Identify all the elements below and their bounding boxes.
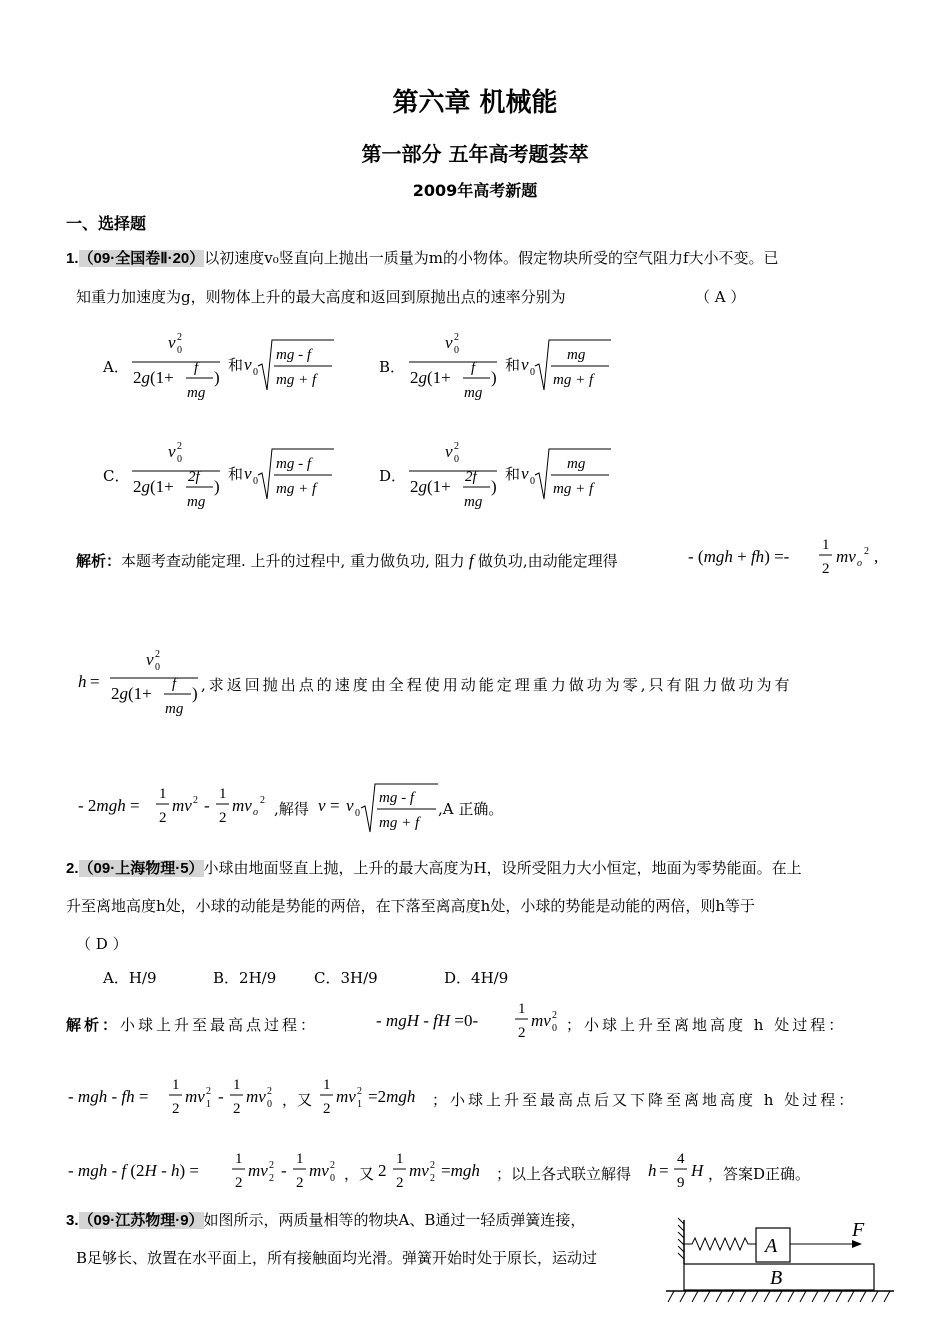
q3-source-tag: （09·江苏物理·9） bbox=[78, 1212, 204, 1229]
svg-text:2g(1+: 2g(1+ bbox=[410, 477, 451, 496]
q1-option-d-formula bbox=[405, 435, 615, 515]
q1-option-b-frac-num: f bbox=[471, 360, 476, 376]
q3-text-1: 如图所示，两质量相等的物块A、B通过一轻质弹簧连接， bbox=[203, 1211, 586, 1229]
svg-text:v: v bbox=[318, 796, 326, 815]
svg-text:2: 2 bbox=[177, 441, 182, 452]
q2-option-c: C．3H/9 bbox=[314, 969, 378, 987]
svg-text:h: h bbox=[648, 1161, 657, 1180]
svg-text:0: 0 bbox=[552, 1023, 557, 1034]
q1-text-2: 知重力加速度为g，则物体上升的最大高度和返回到原抛出点的速率分别为 bbox=[76, 288, 566, 306]
force-label: F bbox=[852, 1219, 865, 1241]
q1-analysis-text-1b: 做负功,由动能定理得 bbox=[477, 552, 618, 570]
svg-text:4: 4 bbox=[677, 1151, 685, 1167]
svg-text:v: v bbox=[521, 464, 529, 483]
svg-text:=: = bbox=[330, 796, 340, 815]
q2-analysis-line1-a bbox=[66, 1014, 318, 1035]
svg-text:2: 2 bbox=[430, 1160, 435, 1171]
q2-analysis-equation-4 bbox=[66, 1146, 346, 1196]
svg-text:2: 2 bbox=[269, 1160, 274, 1171]
svg-text:h: h bbox=[78, 672, 87, 691]
q2-text-2: 升至离地高度h处，小球的动能是势能的两倍，在下落至离高度h处，小球的势能是动能的两倍，则h等于 bbox=[66, 897, 755, 915]
svg-text:v: v bbox=[146, 650, 154, 669]
q1-line1 bbox=[66, 247, 779, 268]
svg-text:2: 2 bbox=[454, 332, 459, 343]
svg-text:mv: mv bbox=[309, 1161, 329, 1180]
svg-text:0: 0 bbox=[253, 476, 258, 487]
q2-source-tag: （09·上海物理·5） bbox=[78, 860, 204, 877]
svg-text:mg: mg bbox=[165, 701, 184, 717]
q2-analysis-equation-6 bbox=[646, 1146, 716, 1196]
svg-text:2: 2 bbox=[269, 1173, 274, 1184]
svg-text:mg + f: mg + f bbox=[276, 481, 317, 497]
q1-analysis-equation-3 bbox=[76, 780, 286, 830]
svg-text:2: 2 bbox=[357, 1086, 362, 1097]
svg-text:mg: mg bbox=[464, 494, 483, 510]
q1-option-b-letter: B． bbox=[379, 358, 406, 376]
svg-text:mv: mv bbox=[409, 1161, 429, 1180]
svg-text:mv: mv bbox=[531, 1011, 551, 1030]
q3-figure bbox=[660, 1214, 900, 1310]
svg-text:2g(1+: 2g(1+ bbox=[133, 368, 174, 387]
q1-text-1: 以初速度v₀竖直向上抛出一质量为m的小物体。假定物块所受的空气阻力f大小不变。已 bbox=[204, 249, 779, 267]
svg-text:mv: mv bbox=[246, 1087, 266, 1106]
svg-text:H: H bbox=[691, 1161, 704, 1180]
svg-text:0: 0 bbox=[454, 345, 459, 356]
svg-text:): ) bbox=[214, 368, 220, 387]
q1-option-a-formula bbox=[128, 326, 338, 406]
q2-analysis-text-2b: ，又 bbox=[282, 1091, 313, 1109]
q1-analysis-text-1: 本题考查动能定理. 上升的过程中, 重力做负功, 阻力 bbox=[121, 552, 465, 570]
svg-text:2: 2 bbox=[430, 1173, 435, 1184]
svg-text:1: 1 bbox=[159, 786, 167, 802]
svg-text:1: 1 bbox=[518, 1001, 526, 1017]
q3-text-2: B足够长、放置在水平面上，所有接触面均光滑。弹簧开始时处于原长，运动过 bbox=[76, 1249, 598, 1267]
svg-text:v: v bbox=[346, 796, 354, 815]
q1-option-a-root-num: mg - f bbox=[276, 347, 311, 363]
svg-text:): ) bbox=[192, 684, 198, 703]
svg-text:2: 2 bbox=[193, 795, 198, 806]
part-title: 第一部分 五年高考题荟萃 bbox=[361, 142, 589, 166]
q2-line1 bbox=[66, 857, 802, 878]
svg-text:o: o bbox=[857, 558, 862, 569]
q1-analysis-text-2: ,求返回抛出点的速度由全程使用动能定理重力做功为零,只有阻力做功为有 bbox=[201, 676, 793, 694]
q2-analysis-label: 解析： bbox=[66, 1017, 121, 1034]
svg-text:0: 0 bbox=[177, 454, 182, 465]
svg-text:2: 2 bbox=[323, 1101, 331, 1117]
q2-option-d: D．4H/9 bbox=[444, 969, 509, 987]
svg-text:-: - bbox=[204, 796, 210, 815]
svg-text:v: v bbox=[521, 355, 529, 374]
svg-text:- mgH - fH =0-: - mgH - fH =0- bbox=[376, 1011, 479, 1030]
svg-text:): ) bbox=[214, 477, 220, 496]
svg-text:v: v bbox=[244, 355, 252, 374]
svg-text:2: 2 bbox=[233, 1101, 241, 1117]
svg-text:- (mgh + fh) =-: - (mgh + fh) =- bbox=[688, 547, 790, 566]
svg-text:2: 2 bbox=[518, 1025, 526, 1041]
section-heading: 一、选择题 bbox=[66, 214, 147, 233]
svg-text:mg - f: mg - f bbox=[379, 790, 414, 806]
svg-text:2: 2 bbox=[155, 649, 160, 660]
svg-text:v: v bbox=[445, 442, 453, 461]
spring bbox=[684, 1238, 756, 1250]
svg-text:v: v bbox=[445, 333, 453, 352]
svg-text:2: 2 bbox=[330, 1160, 335, 1171]
q1-option-c-formula bbox=[128, 435, 338, 515]
q1-option-c-letter: C． bbox=[103, 467, 130, 485]
svg-text:=mgh: =mgh bbox=[441, 1161, 480, 1180]
svg-text:=: = bbox=[659, 1161, 669, 1180]
q2-analysis-text-1b: ；小球上升至离地高度 h 处过程： bbox=[566, 1016, 847, 1034]
q1-analysis-text-3-end: ,A 正确。 bbox=[438, 800, 504, 818]
svg-text:- 2mgh =: - 2mgh = bbox=[78, 796, 140, 815]
q1-analysis-equation-2 bbox=[76, 645, 206, 725]
svg-text:2: 2 bbox=[235, 1175, 243, 1191]
year-title: 2009年高考新题 bbox=[412, 181, 538, 200]
q1-analysis-equation-1 bbox=[686, 535, 886, 585]
svg-text:2g(1+: 2g(1+ bbox=[133, 477, 174, 496]
svg-text:): ) bbox=[491, 477, 497, 496]
svg-text:f: f bbox=[172, 676, 177, 692]
q1-answer: （ A ） bbox=[695, 288, 746, 306]
svg-text:1: 1 bbox=[396, 1151, 404, 1167]
svg-text:0: 0 bbox=[454, 454, 459, 465]
svg-text:0: 0 bbox=[530, 476, 535, 487]
q1-option-d-letter: D． bbox=[379, 467, 407, 485]
svg-text:=: = bbox=[90, 672, 100, 691]
svg-text:2: 2 bbox=[454, 441, 459, 452]
svg-text:mg + f: mg + f bbox=[553, 372, 594, 388]
q1-analysis-equation-4 bbox=[316, 780, 442, 836]
svg-text:2: 2 bbox=[177, 332, 182, 343]
svg-text:mg + f: mg + f bbox=[379, 815, 420, 831]
q1-option-d-root-num: mg bbox=[567, 456, 586, 472]
svg-text:mg: mg bbox=[187, 385, 206, 401]
svg-text:2g(1+: 2g(1+ bbox=[410, 368, 451, 387]
svg-text:- mgh - f (2H - h) =: - mgh - f (2H - h) = bbox=[68, 1161, 199, 1180]
q1-option-b-and: 和 bbox=[505, 358, 521, 374]
q2-option-b: B．2H/9 bbox=[213, 969, 277, 987]
q1-option-a-letter: A． bbox=[103, 358, 129, 376]
q1-line2 bbox=[76, 286, 566, 307]
q1-number: 1. bbox=[66, 250, 79, 267]
svg-text:mg + f: mg + f bbox=[553, 481, 594, 497]
svg-text:1: 1 bbox=[235, 1151, 243, 1167]
svg-text:2: 2 bbox=[206, 1086, 211, 1097]
chapter-title: 第六章 机械能 bbox=[392, 88, 558, 118]
svg-text:mv: mv bbox=[248, 1161, 268, 1180]
q2-analysis-text-3b: ，又 bbox=[344, 1165, 375, 1183]
q2-text-1: 小球由地面竖直上抛，上升的最大高度为H，设所受阻力大小恒定，地面为零势能面。在上 bbox=[203, 859, 802, 877]
svg-text:9: 9 bbox=[677, 1175, 685, 1191]
q1-option-a-frac-num: f bbox=[194, 360, 199, 376]
q1-option-b-root-num: mg bbox=[567, 347, 586, 363]
svg-text:2: 2 bbox=[378, 1161, 387, 1180]
svg-text:0: 0 bbox=[267, 1099, 272, 1110]
svg-text:v: v bbox=[168, 442, 176, 461]
q1-option-a-and: 和 bbox=[228, 358, 244, 374]
svg-text:2: 2 bbox=[172, 1101, 180, 1117]
q1-option-c-frac-num: 2f bbox=[188, 469, 200, 485]
svg-text:1: 1 bbox=[219, 786, 227, 802]
svg-text:v: v bbox=[244, 464, 252, 483]
svg-text:0: 0 bbox=[330, 1173, 335, 1184]
q1-option-d-and: 和 bbox=[505, 467, 521, 483]
q2-answer: （ D ） bbox=[76, 935, 128, 953]
q1-analysis-line1: 解析：本题考查动能定理. 上升的过程中, 重力做负功, 阻力 f 做负功,由动能定理得 bbox=[76, 551, 618, 570]
svg-text:2: 2 bbox=[219, 810, 227, 826]
svg-text:mv: mv bbox=[172, 796, 192, 815]
svg-text:2: 2 bbox=[822, 561, 830, 577]
svg-text:1: 1 bbox=[172, 1077, 180, 1093]
svg-text:1: 1 bbox=[822, 537, 830, 553]
q1-analysis-label: 解析： bbox=[76, 553, 122, 570]
svg-text:o: o bbox=[253, 807, 258, 818]
svg-text:v: v bbox=[168, 333, 176, 352]
q1-option-d-frac-num: 2f bbox=[465, 469, 477, 485]
svg-text:mg: mg bbox=[464, 385, 483, 401]
svg-text:=2mgh: =2mgh bbox=[368, 1087, 416, 1106]
q1-analysis-text-3-mid: ,解得 bbox=[274, 800, 309, 818]
svg-text:,: , bbox=[874, 547, 879, 566]
svg-text:2: 2 bbox=[396, 1175, 404, 1191]
q1-option-b-formula bbox=[405, 326, 615, 406]
svg-text:mg: mg bbox=[187, 494, 206, 510]
svg-text:2: 2 bbox=[260, 795, 265, 806]
svg-text:0: 0 bbox=[155, 662, 160, 673]
svg-text:1: 1 bbox=[206, 1099, 211, 1110]
q2-analysis-equation-2 bbox=[66, 1072, 296, 1122]
svg-text:1: 1 bbox=[323, 1077, 331, 1093]
svg-text:- mgh - fh =: - mgh - fh = bbox=[68, 1087, 149, 1106]
svg-text:mg + f: mg + f bbox=[276, 372, 317, 388]
svg-text:2: 2 bbox=[267, 1086, 272, 1097]
svg-text:mv: mv bbox=[185, 1087, 205, 1106]
q1-option-c-root-num: mg - f bbox=[276, 456, 311, 472]
block-b-label: B bbox=[770, 1267, 783, 1289]
svg-text:1: 1 bbox=[357, 1099, 362, 1110]
q1-source-tag: （09·全国卷Ⅱ·20） bbox=[78, 250, 205, 267]
q3-number: 3. bbox=[66, 1212, 79, 1229]
svg-text:mv: mv bbox=[232, 796, 252, 815]
q1-option-c-and: 和 bbox=[228, 467, 244, 483]
q2-analysis-equation-5 bbox=[376, 1146, 506, 1196]
q2-analysis-text-2c: ；小球上升至最高点后又下降至离地高度 h 处过程： bbox=[432, 1091, 857, 1109]
q2-analysis-text-1: 小球上升至最高点过程： bbox=[120, 1016, 319, 1034]
svg-text:1: 1 bbox=[233, 1077, 241, 1093]
q2-analysis-text-3c: ；以上各式联立解得 bbox=[496, 1165, 632, 1183]
svg-text:mv: mv bbox=[336, 1087, 356, 1106]
svg-text:mv: mv bbox=[836, 547, 856, 566]
svg-text:0: 0 bbox=[530, 367, 535, 378]
block-a-label: A bbox=[765, 1235, 778, 1257]
q3-line1 bbox=[66, 1209, 585, 1230]
q2-number: 2. bbox=[66, 860, 79, 877]
q2-option-a: A．H/9 bbox=[103, 969, 157, 987]
q2-analysis-equation-1 bbox=[374, 996, 574, 1046]
svg-text:1: 1 bbox=[296, 1151, 304, 1167]
svg-text:-: - bbox=[218, 1087, 224, 1106]
q2-analysis-equation-3 bbox=[318, 1072, 438, 1122]
svg-text:0: 0 bbox=[355, 808, 360, 819]
svg-text:): ) bbox=[491, 368, 497, 387]
svg-text:2: 2 bbox=[296, 1175, 304, 1191]
svg-text:0: 0 bbox=[253, 367, 258, 378]
svg-text:2: 2 bbox=[864, 546, 869, 557]
svg-text:2: 2 bbox=[159, 810, 167, 826]
q2-analysis-text-3d: ，答案D正确。 bbox=[708, 1165, 811, 1183]
svg-text:0: 0 bbox=[177, 345, 182, 356]
svg-text:2: 2 bbox=[552, 1010, 557, 1021]
svg-text:2g(1+: 2g(1+ bbox=[111, 684, 152, 703]
svg-text:-: - bbox=[281, 1161, 287, 1180]
